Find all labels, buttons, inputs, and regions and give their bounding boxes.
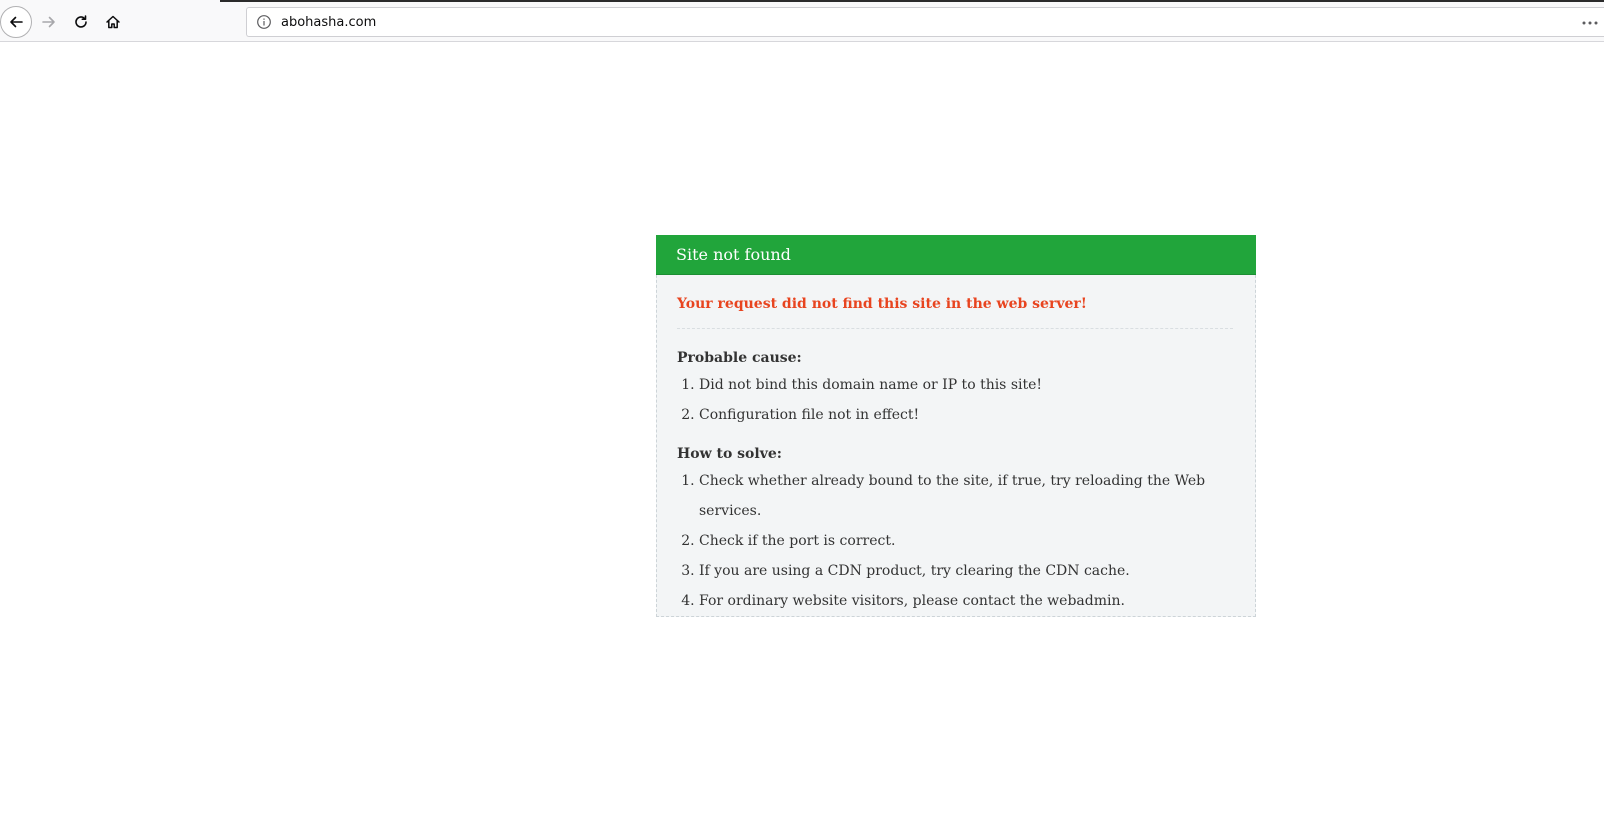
arrow-left-icon: [8, 14, 24, 30]
info-icon[interactable]: [256, 14, 272, 30]
solution-list: [677, 466, 1219, 616]
browser-toolbar: [0, 0, 1604, 42]
reload-icon: [73, 14, 89, 30]
url-text[interactable]: abohasha.com: [281, 15, 377, 30]
list-item: 4. For ordinary website visitors, please contact the webadmin.: [699, 586, 1219, 616]
list-item: 3. If you are using a CDN product, try clearing the CDN cache.: [699, 556, 1219, 586]
solve-heading: How to solve:: [677, 446, 782, 462]
error-panel: [656, 235, 1256, 617]
arrow-right-icon: [41, 14, 57, 30]
page-title: Site not found: [676, 245, 791, 264]
address-bar[interactable]: [246, 7, 1604, 37]
cause-list: [677, 370, 1237, 430]
list-item: 2. Check if the port is correct.: [699, 526, 1219, 556]
ellipsis-icon[interactable]: [1580, 13, 1600, 33]
list-item: 1. Check whether already bound to the site, if true, try reloading the Web services.: [699, 466, 1219, 526]
panel-body: [677, 275, 1237, 616]
home-button[interactable]: [97, 6, 129, 38]
error-message: Your request did not find this site in the web server!: [677, 296, 1087, 312]
reload-button[interactable]: [65, 6, 97, 38]
list-item: 2. Configuration file not in effect!: [699, 400, 1237, 430]
back-button[interactable]: [0, 6, 32, 38]
divider: [677, 328, 1233, 329]
tab-strip-edge: [220, 0, 1604, 2]
forward-button[interactable]: [33, 6, 65, 38]
panel-header: [656, 235, 1256, 275]
cause-heading: Probable cause:: [677, 350, 802, 366]
home-icon: [105, 14, 121, 30]
list-item: 1. Did not bind this domain name or IP to this site!: [699, 370, 1237, 400]
